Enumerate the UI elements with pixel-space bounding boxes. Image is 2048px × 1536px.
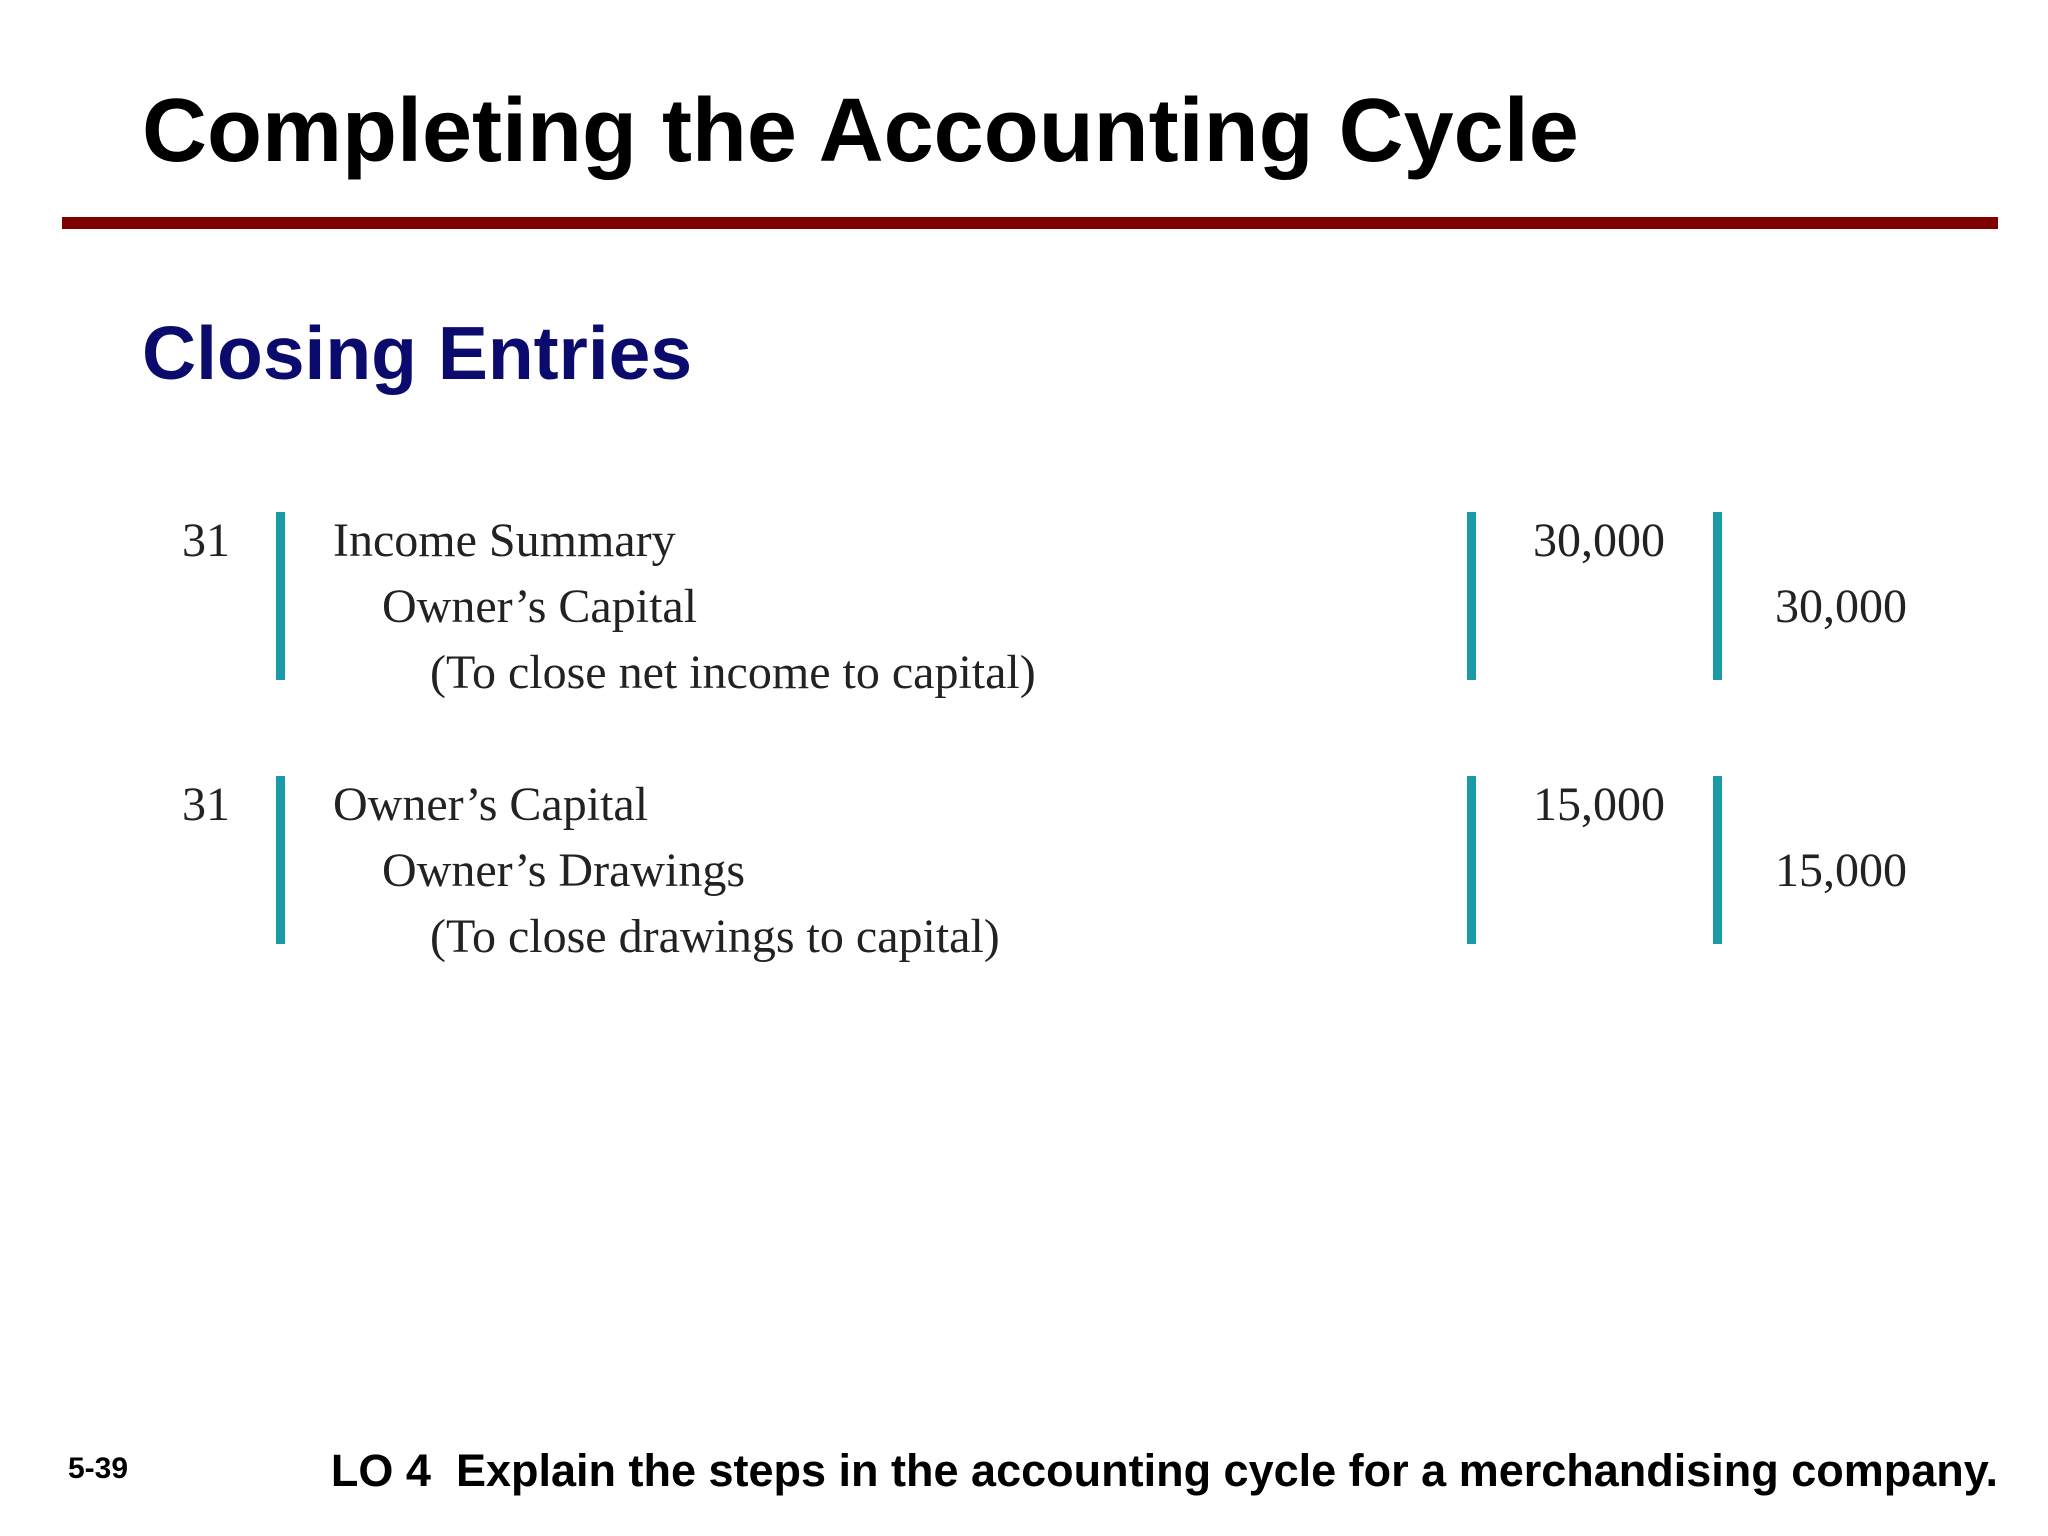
credit-amount: 15,000 bbox=[1775, 844, 1907, 897]
credit-amount: 30,000 bbox=[1775, 580, 1907, 633]
entry-date: 31 bbox=[182, 778, 230, 831]
slide-title: Completing the Accounting Cycle bbox=[142, 81, 1579, 181]
title-rule bbox=[62, 217, 1998, 229]
journal-entry-1 bbox=[0, 508, 2048, 699]
entry-date: 31 bbox=[182, 514, 230, 567]
journal-entry-2 bbox=[0, 772, 2048, 963]
section-heading: Closing Entries bbox=[142, 311, 693, 395]
debit-amount: 15,000 bbox=[1533, 778, 1665, 831]
learning-objective: LO 4 Explain the steps in the accounting cycle for a merchandising company. bbox=[330, 1445, 1998, 1496]
credit-account: Owner’s Drawings bbox=[382, 844, 746, 897]
journal-bar-left bbox=[276, 776, 285, 944]
entry-explanation: (To close net income to capital) bbox=[430, 646, 1036, 699]
debit-account: Owner’s Capital bbox=[333, 778, 649, 831]
debit-amount: 30,000 bbox=[1533, 514, 1665, 567]
debit-account: Income Summary bbox=[333, 514, 676, 567]
credit-account: Owner’s Capital bbox=[382, 580, 698, 633]
journal-bar-left bbox=[276, 512, 285, 680]
slide-number: 5-39 bbox=[68, 1452, 129, 1485]
entry-explanation: (To close drawings to capital) bbox=[430, 910, 1000, 963]
